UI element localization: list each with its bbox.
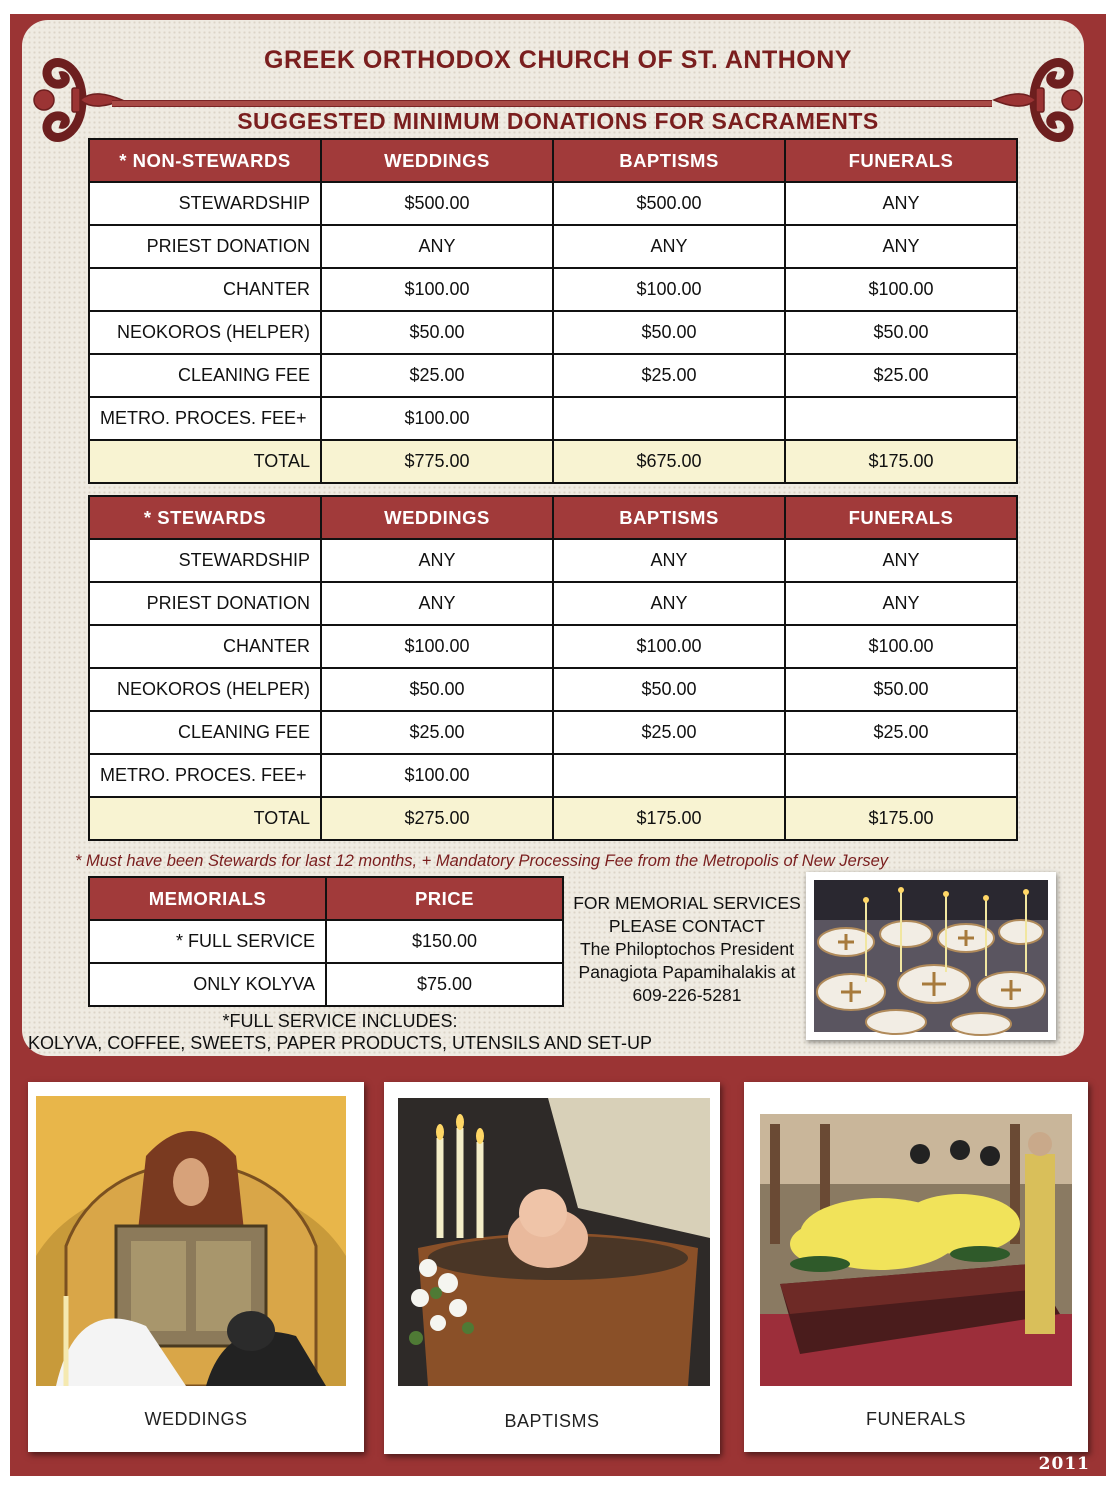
price-cell: $150.00 bbox=[326, 920, 563, 963]
total-row bbox=[89, 440, 1017, 483]
weddings-cell: $25.00 bbox=[321, 354, 553, 397]
contact-line: FOR MEMORIAL SERVICES bbox=[573, 893, 801, 913]
non-stewards-table bbox=[88, 138, 1018, 484]
baptisms-photo-card bbox=[384, 1082, 720, 1454]
row-label: METRO. PROCES. FEE+ bbox=[89, 397, 321, 440]
photo-caption-baptisms: BAPTISMS bbox=[504, 1411, 600, 1431]
row-label: PRIEST DONATION bbox=[89, 582, 321, 625]
table-row bbox=[89, 397, 1017, 440]
kolyva-photo bbox=[806, 872, 1056, 1040]
photo-caption-weddings: WEDDINGS bbox=[144, 1409, 248, 1429]
baptisms-cell: $50.00 bbox=[553, 311, 785, 354]
row-label: * FULL SERVICE bbox=[89, 920, 326, 963]
header-weddings: WEDDINGS bbox=[321, 496, 553, 539]
row-label: STEWARDSHIP bbox=[89, 539, 321, 582]
baptisms-cell: $50.00 bbox=[553, 668, 785, 711]
table-row bbox=[89, 582, 1017, 625]
header-baptisms: BAPTISMS bbox=[553, 139, 785, 182]
header-price: PRICE bbox=[326, 877, 563, 920]
table-header-row bbox=[89, 139, 1017, 182]
funerals-cell: ANY bbox=[785, 225, 1017, 268]
funerals-cell: ANY bbox=[785, 582, 1017, 625]
table-row bbox=[89, 225, 1017, 268]
weddings-total: $775.00 bbox=[321, 440, 553, 483]
weddings-cell: $50.00 bbox=[321, 311, 553, 354]
funerals-image bbox=[760, 1114, 1072, 1386]
table-row bbox=[89, 354, 1017, 397]
contact-line: Panagiota Papamihalakis at bbox=[578, 962, 796, 982]
header-stewards: * STEWARDS bbox=[89, 496, 321, 539]
row-label: CHANTER bbox=[89, 268, 321, 311]
kolyva-plates-image bbox=[806, 872, 1056, 1040]
full-service-note bbox=[0, 1010, 680, 1054]
funerals-photo-card bbox=[744, 1082, 1088, 1452]
funerals-total: $175.00 bbox=[785, 440, 1017, 483]
weddings-cell: ANY bbox=[321, 539, 553, 582]
header-rule bbox=[112, 100, 992, 107]
weddings-cell: $50.00 bbox=[321, 668, 553, 711]
header-weddings: WEDDINGS bbox=[321, 139, 553, 182]
baptisms-image bbox=[398, 1098, 710, 1386]
header-funerals: FUNERALS bbox=[785, 139, 1017, 182]
weddings-cell: ANY bbox=[321, 582, 553, 625]
table-row bbox=[89, 711, 1017, 754]
weddings-cell: $25.00 bbox=[321, 711, 553, 754]
funerals-cell bbox=[785, 754, 1017, 797]
weddings-cell: $100.00 bbox=[321, 268, 553, 311]
total-label: TOTAL bbox=[89, 797, 321, 840]
weddings-cell: $100.00 bbox=[321, 397, 553, 440]
baptisms-cell: ANY bbox=[553, 582, 785, 625]
contact-line: The Philoptochos President bbox=[579, 939, 795, 959]
stewards-table bbox=[88, 495, 1018, 841]
full-service-items: KOLYVA, COFFEE, SWEETS, PAPER PRODUCTS, UTENSILS AND SET-UP bbox=[27, 1033, 653, 1053]
table-row bbox=[89, 754, 1017, 797]
full-service-heading: *FULL SERVICE INCLUDES: bbox=[222, 1011, 458, 1031]
baptisms-cell bbox=[553, 754, 785, 797]
header-baptisms: BAPTISMS bbox=[553, 496, 785, 539]
baptisms-cell: $100.00 bbox=[553, 268, 785, 311]
baptisms-cell: ANY bbox=[553, 225, 785, 268]
table-header-row bbox=[89, 496, 1017, 539]
total-label: TOTAL bbox=[89, 440, 321, 483]
weddings-cell: ANY bbox=[321, 225, 553, 268]
funerals-cell: $25.00 bbox=[785, 354, 1017, 397]
weddings-cell: $100.00 bbox=[321, 625, 553, 668]
funerals-cell: ANY bbox=[785, 182, 1017, 225]
funerals-cell: $25.00 bbox=[785, 711, 1017, 754]
memorial-contact-info bbox=[568, 892, 806, 1007]
table-row bbox=[89, 625, 1017, 668]
contact-phone: 609-226-5281 bbox=[632, 985, 742, 1005]
funerals-total: $175.00 bbox=[785, 797, 1017, 840]
table-row bbox=[89, 668, 1017, 711]
baptisms-cell: $25.00 bbox=[553, 711, 785, 754]
row-label: CLEANING FEE bbox=[89, 354, 321, 397]
eligibility-footnote: * Must have been Stewards for last 12 months, + Mandatory Processing Fee from the Metropolis of New Jersey bbox=[75, 852, 888, 870]
price-cell: $75.00 bbox=[326, 963, 563, 1006]
weddings-cell: $500.00 bbox=[321, 182, 553, 225]
header-non-stewards: * NON-STEWARDS bbox=[89, 139, 321, 182]
funerals-cell: $100.00 bbox=[785, 625, 1017, 668]
baptisms-cell bbox=[553, 397, 785, 440]
baptisms-cell: $500.00 bbox=[553, 182, 785, 225]
table-row bbox=[89, 311, 1017, 354]
funerals-cell: ANY bbox=[785, 539, 1017, 582]
baptisms-total: $175.00 bbox=[553, 797, 785, 840]
funerals-cell: $50.00 bbox=[785, 311, 1017, 354]
year-label: 2011 bbox=[1038, 1454, 1090, 1474]
weddings-cell: $100.00 bbox=[321, 754, 553, 797]
baptisms-cell: $100.00 bbox=[553, 625, 785, 668]
baptisms-total: $675.00 bbox=[553, 440, 785, 483]
memorials-table bbox=[88, 876, 564, 1007]
row-label: CLEANING FEE bbox=[89, 711, 321, 754]
table-header-row bbox=[89, 877, 563, 920]
contact-line: PLEASE CONTACT bbox=[608, 916, 766, 936]
row-label: METRO. PROCES. FEE+ bbox=[89, 754, 321, 797]
row-label: CHANTER bbox=[89, 625, 321, 668]
row-label: NEOKOROS (HELPER) bbox=[89, 668, 321, 711]
row-label: STEWARDSHIP bbox=[89, 182, 321, 225]
row-label: NEOKOROS (HELPER) bbox=[89, 311, 321, 354]
baptisms-cell: $25.00 bbox=[553, 354, 785, 397]
table-row bbox=[89, 182, 1017, 225]
funerals-cell bbox=[785, 397, 1017, 440]
weddings-total: $275.00 bbox=[321, 797, 553, 840]
church-title: GREEK ORTHODOX CHURCH OF ST. ANTHONY bbox=[264, 46, 852, 74]
table-row bbox=[89, 268, 1017, 311]
row-label: ONLY KOLYVA bbox=[89, 963, 326, 1006]
photo-caption-funerals: FUNERALS bbox=[865, 1409, 967, 1429]
funerals-cell: $100.00 bbox=[785, 268, 1017, 311]
donations-subtitle: SUGGESTED MINIMUM DONATIONS FOR SACRAMENTS bbox=[237, 108, 879, 134]
header-funerals: FUNERALS bbox=[785, 496, 1017, 539]
header-memorials: MEMORIALS bbox=[89, 877, 326, 920]
table-row bbox=[89, 963, 563, 1006]
row-label: PRIEST DONATION bbox=[89, 225, 321, 268]
table-row bbox=[89, 539, 1017, 582]
baptisms-cell: ANY bbox=[553, 539, 785, 582]
table-row bbox=[89, 920, 563, 963]
total-row bbox=[89, 797, 1017, 840]
weddings-image bbox=[36, 1096, 346, 1386]
weddings-photo-card bbox=[28, 1082, 364, 1452]
funerals-cell: $50.00 bbox=[785, 668, 1017, 711]
